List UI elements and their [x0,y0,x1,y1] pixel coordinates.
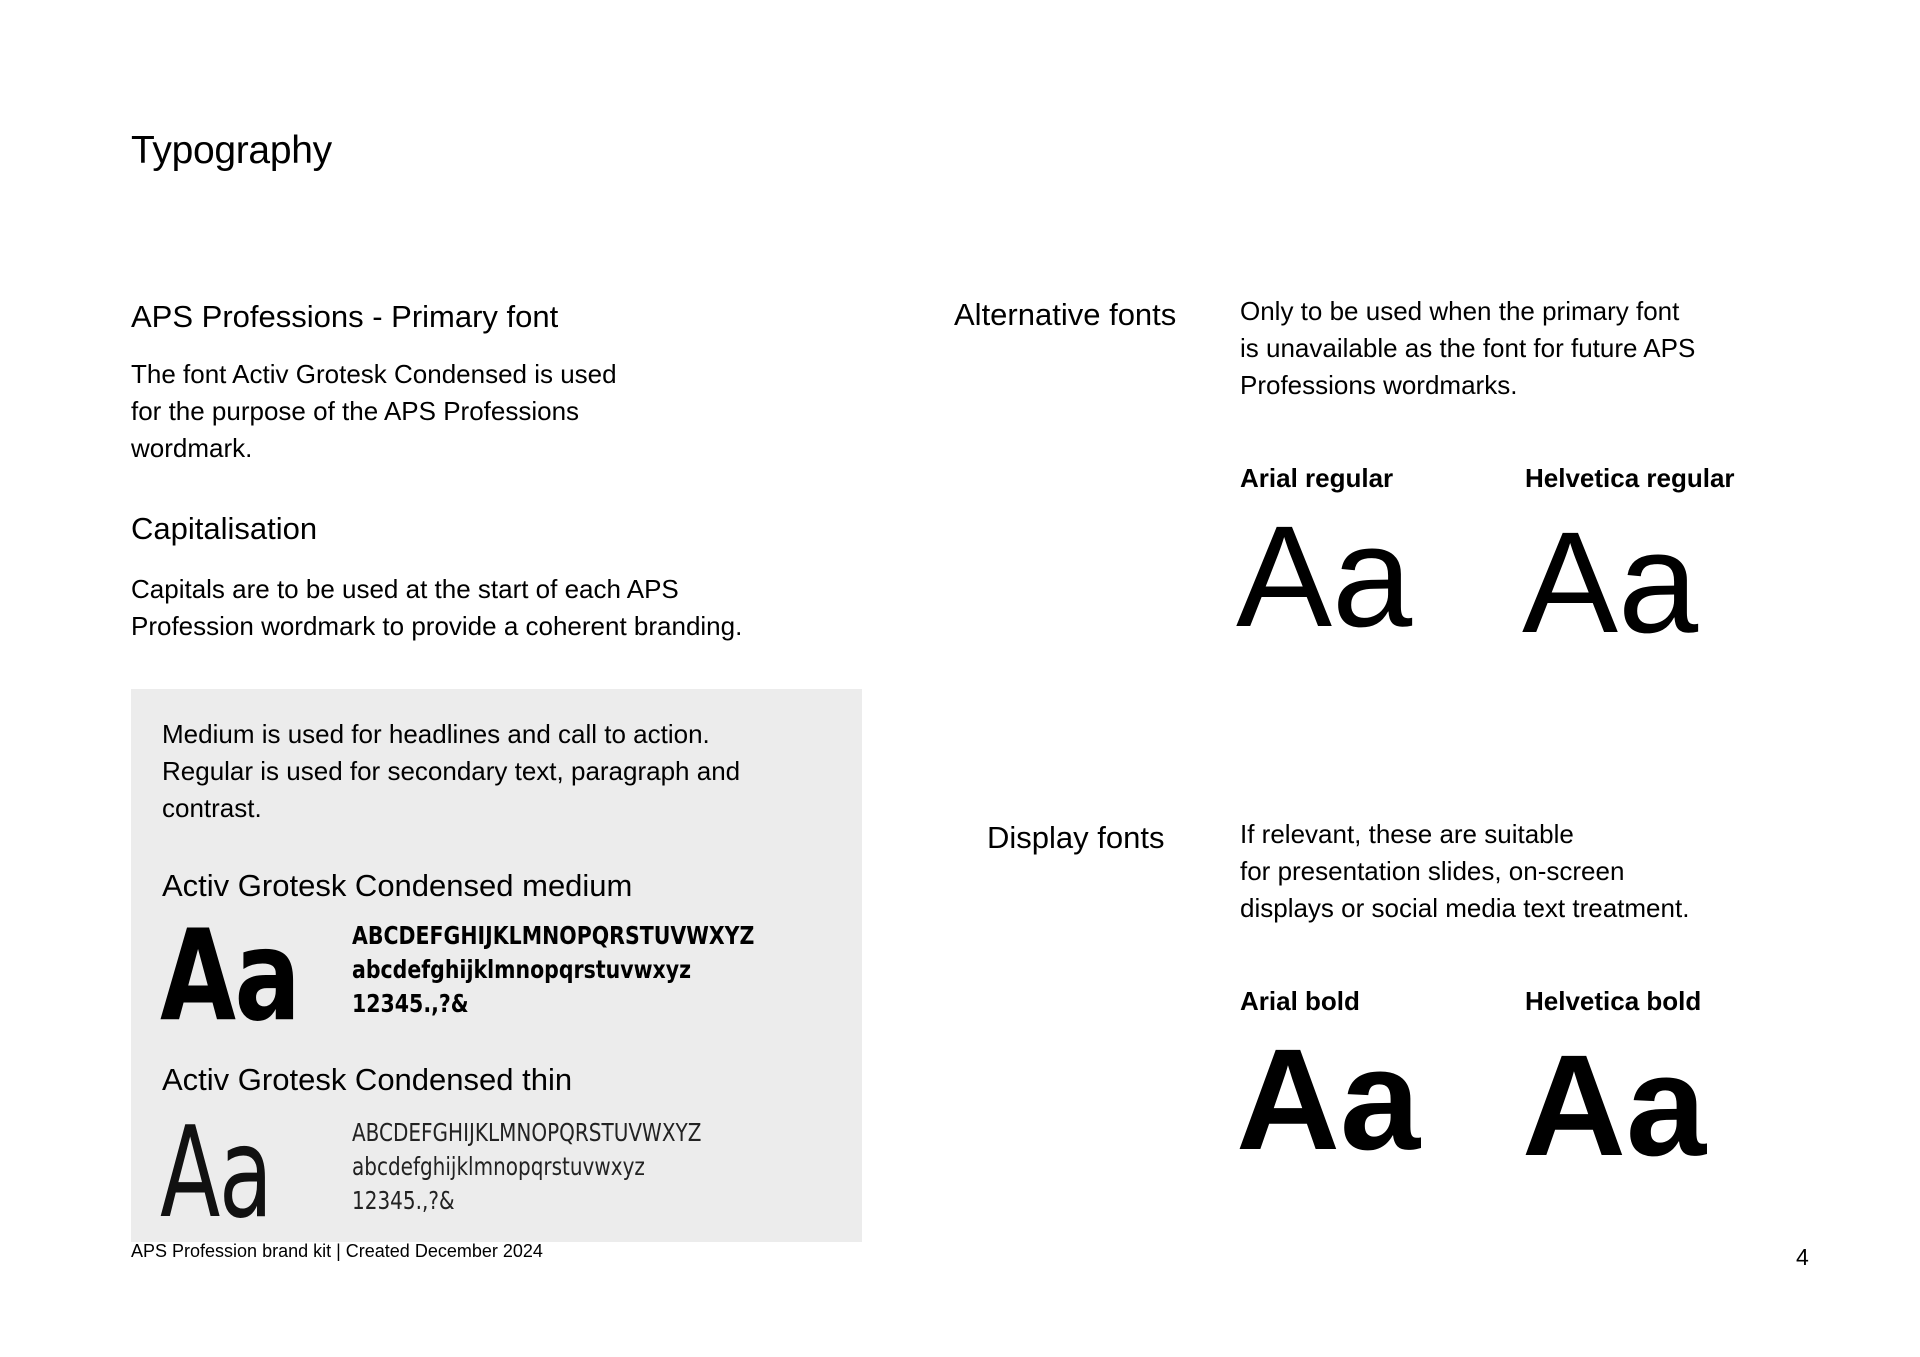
alternative-line-3: Professions wordmarks. [1240,370,1518,400]
primary-font-description [131,356,617,467]
primary-line-2: for the purpose of the APS Professions [131,396,580,426]
medium-lowercase: abcdefghijklmnopqrstuvwxyz [352,955,692,984]
capitalisation-description [131,571,742,645]
display-fonts-heading: Display fonts [987,820,1165,855]
weight-usage-line-2: Regular is used for secondary text, paragraph and [162,756,741,786]
display-fonts-description [1240,816,1689,927]
medium-specimen-heading: Activ Grotesk Condensed medium [162,868,633,903]
alternative-line-1: Only to be used when the primary font [1240,296,1680,326]
arial-regular-label: Arial regular [1240,463,1394,493]
primary-line-1: The font Activ Grotesk Condensed is used [131,359,617,389]
display-line-1: If relevant, these are suitable [1240,819,1574,849]
thin-uppercase: ABCDEFGHIJKLMNOPQRSTUVWXYZ [352,1118,702,1147]
alternative-fonts-heading: Alternative fonts [954,297,1177,332]
capitalisation-heading: Capitalisation [131,511,318,546]
page-number: 4 [1796,1244,1809,1270]
weight-usage-line-1: Medium is used for headlines and call to action. [162,719,710,749]
alternative-line-2: is unavailable as the font for future APS [1240,333,1696,363]
capitalisation-line-2: Profession wordmark to provide a coherent branding. [131,611,743,641]
arial-bold-label: Arial bold [1240,986,1360,1016]
helvetica-regular-label: Helvetica regular [1525,463,1735,493]
weight-usage-line-3: contrast. [162,793,262,823]
helvetica-bold-sample: Aa [1522,1025,1707,1186]
arial-bold-sample: Aa [1236,1019,1421,1180]
display-line-2: for presentation slides, on-screen [1240,856,1625,886]
footer-credit: APS Profession brand kit | Created December 2024 [131,1241,543,1261]
capitalisation-line-1: Capitals are to be used at the start of each APS [131,574,679,604]
helvetica-bold-label: Helvetica bold [1525,986,1702,1016]
alternative-fonts-description [1240,293,1695,404]
page-title: Typography [131,129,332,172]
weight-usage-description [162,716,740,827]
thin-specimen-heading: Activ Grotesk Condensed thin [162,1062,573,1097]
primary-font-heading: APS Professions - Primary font [131,299,559,334]
helvetica-regular-sample: Aa [1522,502,1699,663]
medium-glyph-set [352,919,754,1021]
display-line-3: displays or social media text treatment. [1240,893,1690,923]
medium-numerals: 12345.,?& [352,989,469,1018]
thin-numerals: 12345.,?& [352,1186,455,1215]
thin-lowercase: abcdefghijklmnopqrstuvwxyz [352,1152,645,1181]
medium-uppercase: ABCDEFGHIJKLMNOPQRSTUVWXYZ [352,921,755,950]
thin-glyph-set [352,1116,701,1218]
medium-aa-sample: Aa [160,902,300,1049]
thin-aa-sample: Aa [160,1099,272,1246]
arial-regular-sample: Aa [1236,496,1413,657]
primary-line-3: wordmark. [131,433,253,463]
